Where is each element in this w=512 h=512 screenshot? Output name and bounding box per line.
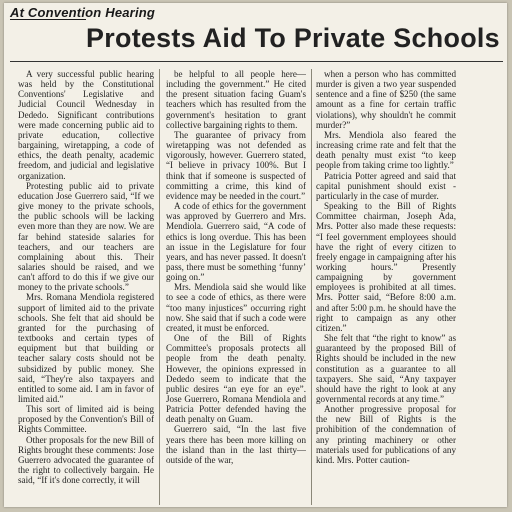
article-column-2 [166, 69, 306, 505]
newspaper-clipping [4, 3, 507, 507]
article-column-1 [18, 69, 154, 505]
paragraph: The guarantee of privacy from wiretapping was not defended as vigorously, however. Guerrero stated, “I believe in privacy 100%. But I think that if someone is suspected of committing a crime, this kind of evidence may be needed in the court.” [166, 129, 306, 201]
paragraph: One of the Bill of Rights Committee's proposals protects all people from the death penalty. However, the opinions expressed in Dededo seem to indicate that the public desires “an eye for an eye”. Jose Guerrero, Romana Mendiola and Patricia Potter defended having the death penalty on Guam. [166, 333, 306, 425]
paragraph: This sort of limited aid is being proposed by the Convention's Bill of Rights Committee. [18, 404, 154, 435]
paragraph: Speaking to the Bill of Rights Committee chairman, Joseph Ada, Mrs. Potter also made these requests: “I feel government employees should have the right of every citizen to freely engage in campaigning after his working hours.” Presently campaigning by government employees is prohibited at all times. Mrs. Potter said, “Before 8:00 a.m. and after 5:00 p.m. he should have the right to campaign as any other citizen.” [316, 201, 456, 333]
paragraph: Patricia Potter agreed and said that capital punishment should exist - particularly in the case of murder. [316, 170, 456, 201]
paragraph: She felt that “the right to know” as guaranteed by the proposed Bill of Rights should be included in the new constitution as a guarantee to all taxpayers. She said, “Any taxpayer should have the right to look at any governmental records at any time.” [316, 333, 456, 404]
main-headline: Protests Aid To Private Schools [86, 23, 500, 53]
paragraph: A code of ethics for the government was approved by Guerrero and Mrs. Mendiola. Guerrero said, “A code of ethics is long overdue. This has been an issue in the Legislature for four years, and has never passed. It doesn't pass, there must be something ‘funny’ going on.” [166, 201, 306, 283]
paragraph: Another progressive proposal for the new Bill of Rights is the prohibition of the condemnation of any printing machinery or other materials used for publications of any kind. Mrs. Potter caution- [316, 404, 456, 465]
paragraph: be helpful to all people here—including the government.” He cited the present situation facing Guam's teachers which has resulted from the government's hesitation to grant collective bargaining rights to them. [166, 69, 306, 130]
paragraph: Protesting public aid to private education Jose Guerrero said, “If we give money to the private schools, the public schools will be lacking even more than they are now. We are far behind stateside salaries for teachers, and our teachers are complaining about this. Their salaries should be raised, and we can't afford to do this if we give our money to the private schools.” [18, 180, 154, 293]
headline-rule [10, 61, 503, 62]
kicker-headline: At Convention Hearing [10, 5, 156, 20]
paragraph: A very successful public hearing was held by the Constitutional Conventions' Legislative and Judicial Council Wednesday in Dededo. Significant contributions were made concerning public aid to private education, collective bargaining, wiretapping, a code of ethics, the death penalty, academic freedom, and judicial and legislative organization. [18, 69, 154, 181]
paragraph: Other proposals for the new Bill of Rights brought these comments: Jose Guerrero advocated the guarantee of the right to collectively bargain. He said, “If it's done correctly, it will [18, 434, 154, 486]
column-divider [159, 69, 160, 505]
paragraph: Mrs. Mendiola said she would like to see a code of ethics, as there were “too many injustices” occurring right now. She said that if such a code were created, it must be enforced. [166, 282, 306, 333]
paragraph: Guerrero said, “In the last five years there has been more killing on the island than in the last thirty—outside of the war, [166, 424, 306, 465]
kicker-underline [10, 19, 86, 20]
paragraph: when a person who has committed murder is given a two year suspended sentence and a fine of $250 (the same amount as a fine for certain traffic violations), why shouldn't he commit murder?” [316, 69, 456, 130]
paragraph: Mrs. Mendiola also feared the increasing crime rate and felt that the death penalty must exist “to keep people from taking crime too lightly.” [316, 129, 456, 171]
column-divider [311, 69, 312, 505]
paragraph: Mrs. Romana Mendiola registered support of limited aid to the private schools. She felt that aid should be granted for the purchasing of textbooks and certain types of equipment but that building or teacher salary costs should not be subsidized by public money. She said, “They're also taxpayers and entitled to some aid. I am in favor of limited aid.” [18, 292, 154, 404]
article-column-3 [316, 69, 456, 505]
